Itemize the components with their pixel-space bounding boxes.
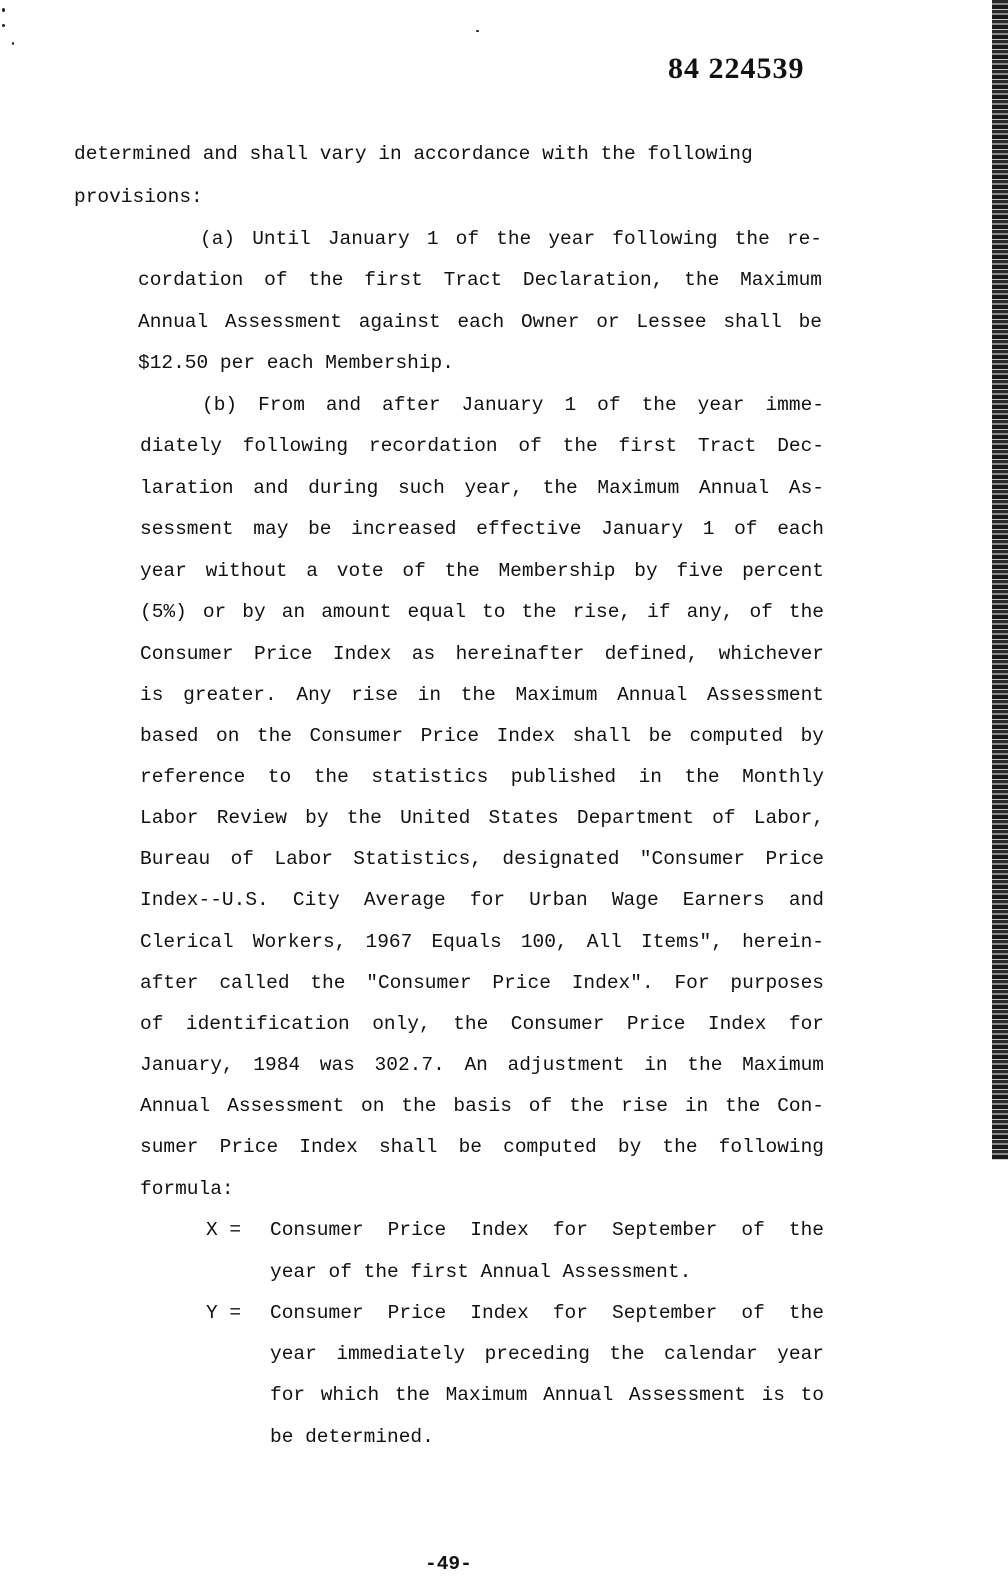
formula-x-definition: Consumer Price Index for September of the xyxy=(270,1219,824,1241)
body-line: reference to the statistics published in the Monthly xyxy=(140,766,824,788)
body-line: (a) Until January 1 of the year following the re- xyxy=(200,228,822,250)
formula-y-definition: be determined. xyxy=(270,1426,434,1448)
body-line: formula: xyxy=(140,1178,234,1200)
body-line: $12.50 per each Membership. xyxy=(138,352,454,374)
body-line: sumer Price Index shall be computed by the following xyxy=(140,1136,824,1158)
body-line: laration and during such year, the Maximum Annual As- xyxy=(140,477,824,499)
body-line: Clerical Workers, 1967 Equals 100, All Items", herein- xyxy=(140,931,824,953)
body-line: sessment may be increased effective January 1 of each xyxy=(140,518,824,540)
formula-y-definition: year immediately preceding the calendar year xyxy=(270,1343,824,1365)
formula-x-definition: year of the first Annual Assessment. xyxy=(270,1261,692,1283)
body-line: provisions: xyxy=(74,186,203,208)
body-line: Annual Assessment against each Owner or Lessee shall be xyxy=(138,311,822,333)
body-line: (b) From and after January 1 of the year imme- xyxy=(202,394,824,416)
document-number: 84 224539 xyxy=(668,52,805,85)
scan-speck xyxy=(2,24,5,27)
body-line: cordation of the first Tract Declaration, the Maximum xyxy=(138,269,822,291)
formula-y-definition: for which the Maximum Annual Assessment is to xyxy=(270,1384,824,1406)
formula-y-label: Y = xyxy=(206,1302,242,1324)
body-line: Annual Assessment on the basis of the rise in the Con- xyxy=(140,1095,824,1117)
body-line: diately following recordation of the first Tract Dec- xyxy=(140,435,824,457)
body-line: after called the "Consumer Price Index". For purposes xyxy=(140,972,824,994)
body-line: determined and shall vary in accordance with the following xyxy=(74,143,753,165)
page-number: -49- xyxy=(425,1553,472,1575)
body-line: Labor Review by the United States Department of Labor, xyxy=(140,807,824,829)
body-line: Bureau of Labor Statistics, designated "Consumer Price xyxy=(140,848,824,870)
formula-y-definition: Consumer Price Index for September of the xyxy=(270,1302,824,1324)
body-line: based on the Consumer Price Index shall be computed by xyxy=(140,725,824,747)
body-line: is greater. Any rise in the Maximum Annual Assessment xyxy=(140,684,824,706)
body-line: year without a vote of the Membership by five percent xyxy=(140,560,824,582)
body-line: Index--U.S. City Average for Urban Wage Earners and xyxy=(140,889,824,911)
scan-speck xyxy=(2,8,5,12)
body-line: of identification only, the Consumer Price Index for xyxy=(140,1013,824,1035)
formula-x-label: X = xyxy=(206,1219,242,1241)
scanner-edge-blank xyxy=(992,1160,1008,1584)
body-line: Consumer Price Index as hereinafter defined, whichever xyxy=(140,643,824,665)
scan-speck xyxy=(12,42,14,45)
body-line: (5%) or by an amount equal to the rise, if any, of the xyxy=(140,601,824,623)
body-line: January, 1984 was 302.7. An adjustment in the Maximum xyxy=(140,1054,824,1076)
scan-speck xyxy=(476,30,479,32)
